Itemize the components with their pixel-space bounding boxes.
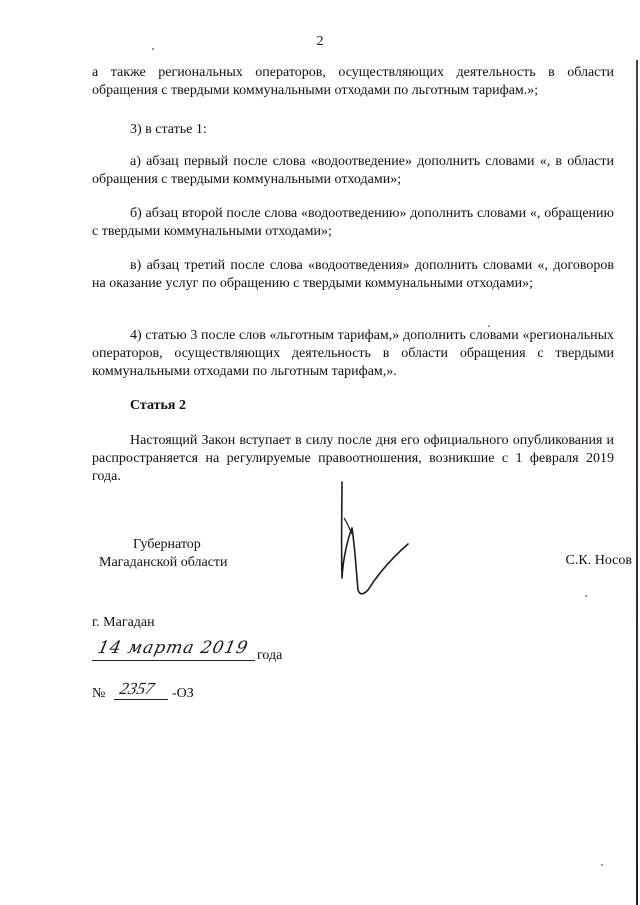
city: г. Магадан (92, 615, 155, 630)
paragraph-continuation: а также региональных операторов, осуществляющих деятельность в области обращения с твердыми коммунальными отходами по льготным тарифам.»; (92, 65, 614, 98)
paragraph-article1-intro: 3) в статье 1: (130, 122, 207, 137)
scan-speck (601, 864, 603, 866)
date-underline (92, 660, 255, 661)
page-number: 2 (316, 34, 324, 49)
law-number (92, 679, 292, 707)
date-suffix: года (257, 648, 283, 663)
scan-speck (152, 48, 154, 50)
law-number-prefix: № (92, 686, 106, 701)
signatory-title-line2: Магаданской области (99, 555, 228, 570)
handwritten-date: 14 марта 2019 (95, 638, 251, 658)
handwritten-law-number: 2357 (118, 679, 157, 698)
signing-date (92, 640, 322, 664)
article-heading: Статья 2 (130, 398, 186, 413)
law-number-underline (114, 699, 168, 700)
paragraph-effective-date: Настоящий Закон вступает в силу после дня его официального опубликования и распространяется на регулируемые правоотношения, возникшие с 1 февраля 2019 года. (92, 433, 614, 484)
paragraph-item-4: 4) статью 3 после слов «льготным тарифам,» дополнить словами «региональных операторов, осуществляющих деятельность в области обращения с твердыми коммунальными отходами по льготным тарифам,». (92, 328, 614, 379)
scan-speck (585, 595, 587, 597)
paragraph-item-a: а) абзац первый после слова «водоотведение» дополнить словами «, в области обращения с твердыми коммунальными отходами»; (92, 154, 614, 187)
scan-speck (488, 325, 490, 327)
paragraph-item-v: в) абзац третий после слова «водоотведения» дополнить словами «, договоров на оказание услуг по обращению с твердыми коммунальными отходами»; (92, 258, 614, 291)
signatory-name: С.К. Носов (565, 553, 632, 568)
scan-edge (636, 60, 638, 905)
signature-icon (330, 478, 420, 613)
paragraph-item-b: б) абзац второй после слова «водоотведению» дополнить словами «, обращению с твердыми коммунальными отходами»; (92, 206, 614, 239)
law-number-suffix: -ОЗ (172, 686, 194, 701)
signatory-title-line1: Губернатор (133, 537, 201, 552)
